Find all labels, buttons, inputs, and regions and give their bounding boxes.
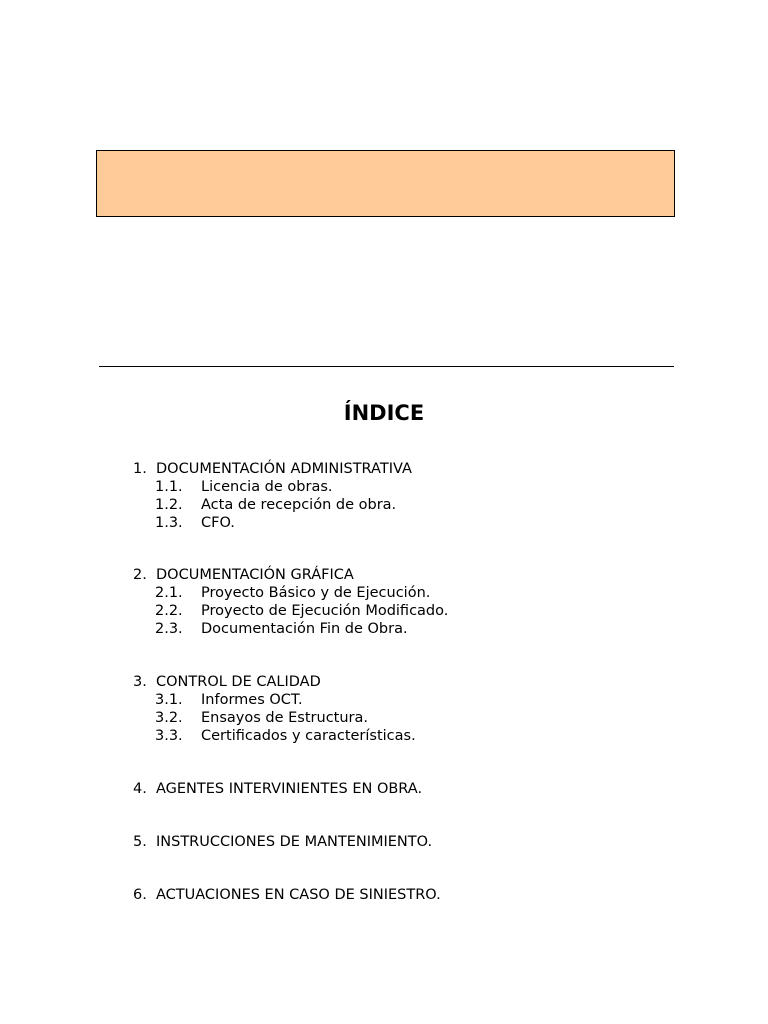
- toc-section-number: 3.: [133, 674, 147, 690]
- toc-item-label: Proyecto Básico y de Ejecución.: [201, 585, 431, 601]
- toc-section-number: 5.: [133, 834, 147, 850]
- toc-item-number: 2.3.: [155, 621, 183, 637]
- toc-section-number: 1.: [133, 461, 147, 477]
- toc-item-number: 2.2.: [155, 603, 183, 619]
- toc-item-label: Licencia de obras.: [201, 479, 333, 495]
- toc-item-label: CFO.: [201, 515, 235, 531]
- toc-item-label: Certificados y características.: [201, 728, 416, 744]
- toc-section-label: CONTROL DE CALIDAD: [156, 674, 321, 690]
- toc-item-label: Ensayos de Estructura.: [201, 710, 368, 726]
- toc-item-label: Proyecto de Ejecución Modificado.: [201, 603, 449, 619]
- toc-section-label: AGENTES INTERVINIENTES EN OBRA.: [156, 781, 423, 797]
- toc-item-number: 3.2.: [155, 710, 183, 726]
- toc-item-number: 1.2.: [155, 497, 183, 513]
- toc-item-number: 1.3.: [155, 515, 183, 531]
- toc-section-label: DOCUMENTACIÓN GRÁFICA: [156, 567, 354, 583]
- toc-item-number: 3.1.: [155, 692, 183, 708]
- toc-item-number: 2.1.: [155, 585, 183, 601]
- toc-section-label: INSTRUCCIONES DE MANTENIMIENTO.: [156, 834, 433, 850]
- toc-section-number: 6.: [133, 887, 147, 903]
- toc-section-number: 4.: [133, 781, 147, 797]
- toc-item-label: Documentación Fin de Obra.: [201, 621, 408, 637]
- index-title: ÍNDICE: [343, 401, 425, 425]
- toc-section-label: ACTUACIONES EN CASO DE SINIESTRO.: [156, 887, 441, 903]
- toc-section-number: 2.: [133, 567, 147, 583]
- toc-item-label: Acta de recepción de obra.: [201, 497, 397, 513]
- toc-item-number: 1.1.: [155, 479, 183, 495]
- toc-section-label: DOCUMENTACIÓN ADMINISTRATIVA: [156, 461, 412, 477]
- toc-item-number: 3.3.: [155, 728, 183, 744]
- toc-item-label: Informes OCT.: [201, 692, 303, 708]
